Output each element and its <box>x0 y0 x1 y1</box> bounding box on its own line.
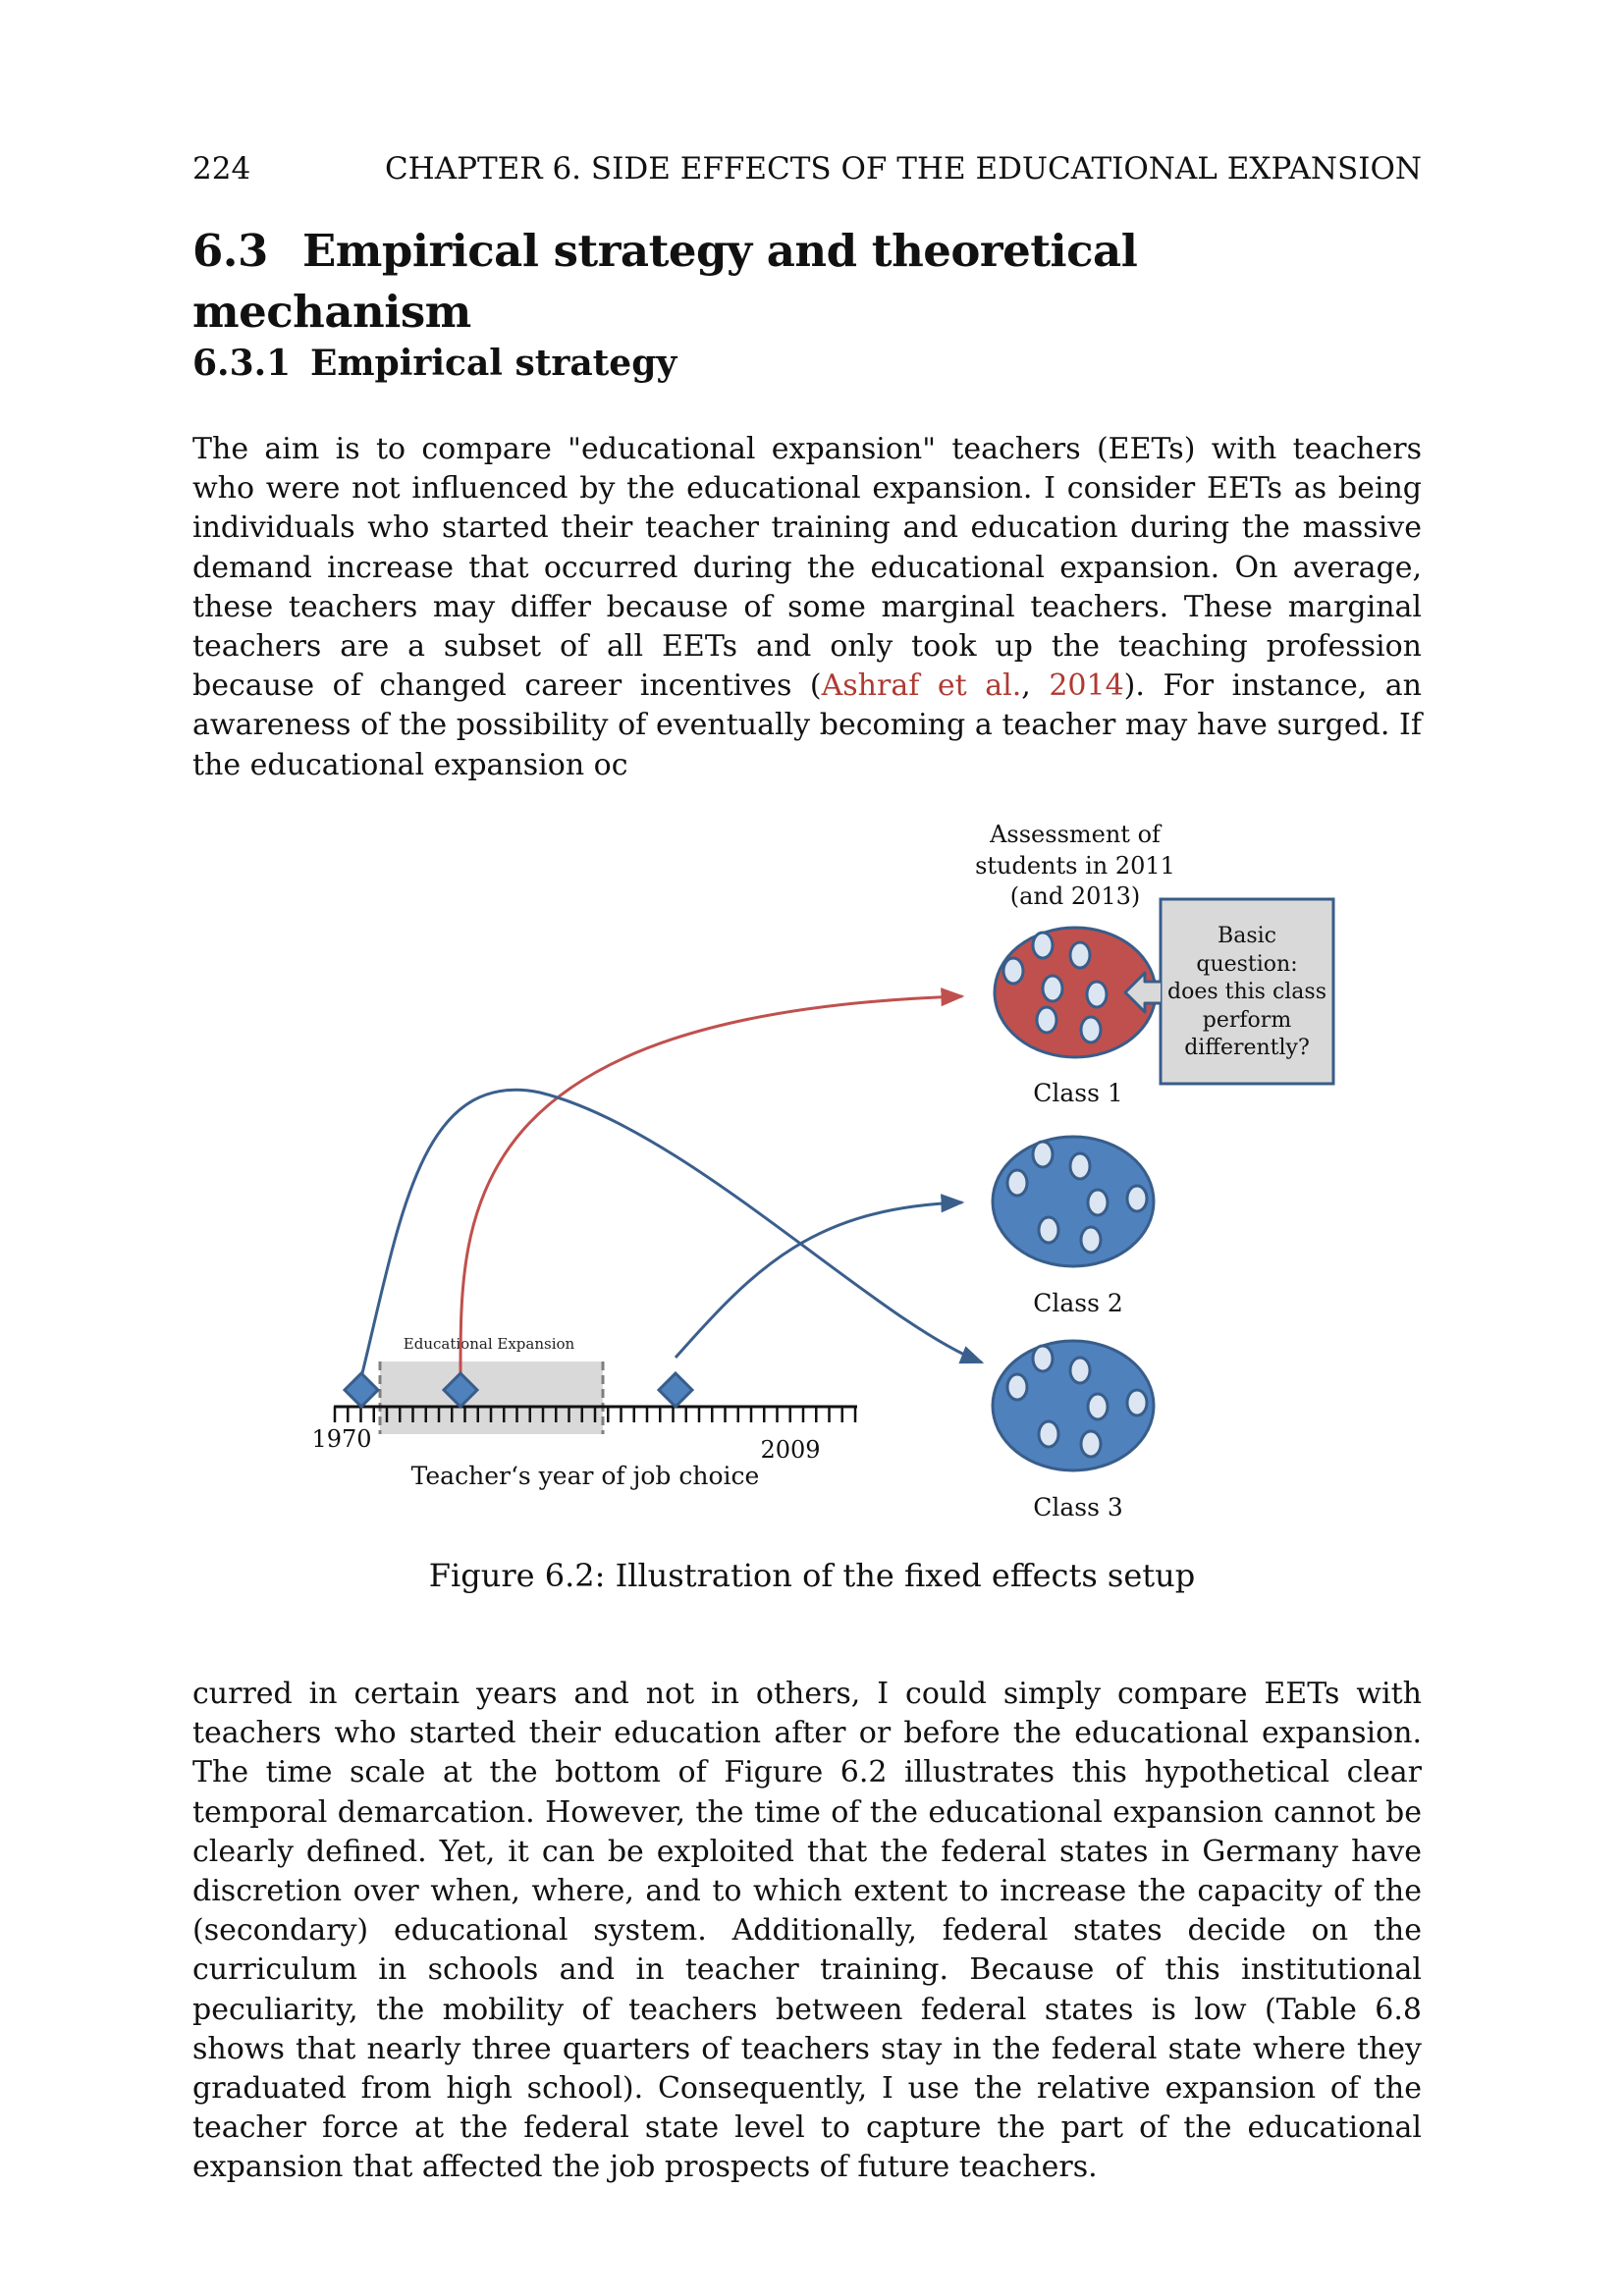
question-line-1: Basic <box>1218 924 1276 948</box>
fixed-effects-diagram <box>0 805 1624 1610</box>
figure-6-2 <box>0 805 1624 1610</box>
question-line-4: perform <box>1202 1008 1292 1033</box>
paragraph-1-text-b: ). For instance, an awareness of the possibility of eventually becoming a teacher may have surged. If the educational expansion oc <box>192 668 1422 782</box>
blue-arrow-to-class-2 <box>676 1202 962 1358</box>
question-line-2: question: <box>1196 952 1298 977</box>
section-heading <box>192 221 1422 343</box>
figure-caption: Figure 6.2: Illustration of the fixed effects setup <box>428 1557 1196 1594</box>
subsection-title: Empirical strategy <box>310 343 677 384</box>
question-line-5: differently? <box>1184 1036 1310 1060</box>
axis-title: Teacher‘s year of job choice <box>410 1462 760 1490</box>
question-line-3: does this class <box>1166 980 1327 1004</box>
marker-after-expansion <box>659 1373 692 1407</box>
year-start-label: 1970 <box>311 1425 372 1453</box>
assessment-label-line-2: students in 2011 <box>975 852 1175 880</box>
red-arrow-to-class-1 <box>460 996 962 1382</box>
body-paragraph-2: curred in certain years and not in others, I could simply compare EETs with teachers who started their education after or before the educational expansion. The time scale at the bottom of Figure 6.2 illustrates this hypothetical clear temporal demarcation. However, the time of the educational expansion cannot be clearly defined. Yet, it can be exploited that the federal states in Germany have discretion over when, where, and to which extent to increase the capacity of the (secondary) educational system. Additionally, federal states decide on the curriculum in schools and in teacher training. Because of this institutional peculiarity, the mobility of teachers between federal states is low (Table 6.8 shows that nearly three quarters of teachers stay in the federal state where they graduated from high school). Consequently, I use the relative expansion of the teacher force at the federal state level to capture the part of the educational expansion that affected the job prospects of future teachers. <box>192 1677 1422 2185</box>
citation-year-link[interactable]: 2014 <box>1049 668 1124 704</box>
assessment-label-line-1: Assessment of <box>990 821 1161 848</box>
class-3-label: Class 3 <box>1033 1493 1123 1522</box>
section-number: 6.3 <box>192 225 268 277</box>
year-end-label: 2009 <box>760 1436 821 1464</box>
citation-author-link[interactable]: Ashraf et al. <box>821 668 1022 704</box>
class-1-label: Class 1 <box>1033 1079 1123 1107</box>
marker-before-expansion <box>345 1373 378 1407</box>
section-title: Empirical strategy and theoretical mechanism <box>192 225 1138 338</box>
page-number: 224 <box>192 151 251 187</box>
running-head <box>192 149 1422 188</box>
citation-separator: , <box>1021 668 1050 704</box>
subsection-number: 6.3.1 <box>192 343 292 384</box>
class-2-label: Class 2 <box>1033 1289 1123 1317</box>
paragraph-1-text-a: The aim is to compare "educational expansion" teachers (EETs) with teachers who were not influenced by the educational expansion. I consider EETs as being individuals who started their teacher training and education during the massive demand increase that occurred during the educational expansion. On average, these teachers may differ because of some marginal teachers. These marginal teachers are a subset of all EETs and only took up the teaching profession because of changed career incentives ( <box>192 432 1422 704</box>
subsection-heading <box>192 339 1422 388</box>
body-paragraph-1 <box>192 430 1422 785</box>
assessment-label-line-3: (and 2013) <box>1009 882 1141 910</box>
chapter-title: CHAPTER 6. SIDE EFFECTS OF THE EDUCATIONAL EXPANSION <box>384 151 1422 187</box>
expansion-band <box>380 1362 603 1434</box>
time-axis-ticks <box>335 1407 855 1422</box>
expansion-label: Educational Expansion <box>403 1335 575 1353</box>
